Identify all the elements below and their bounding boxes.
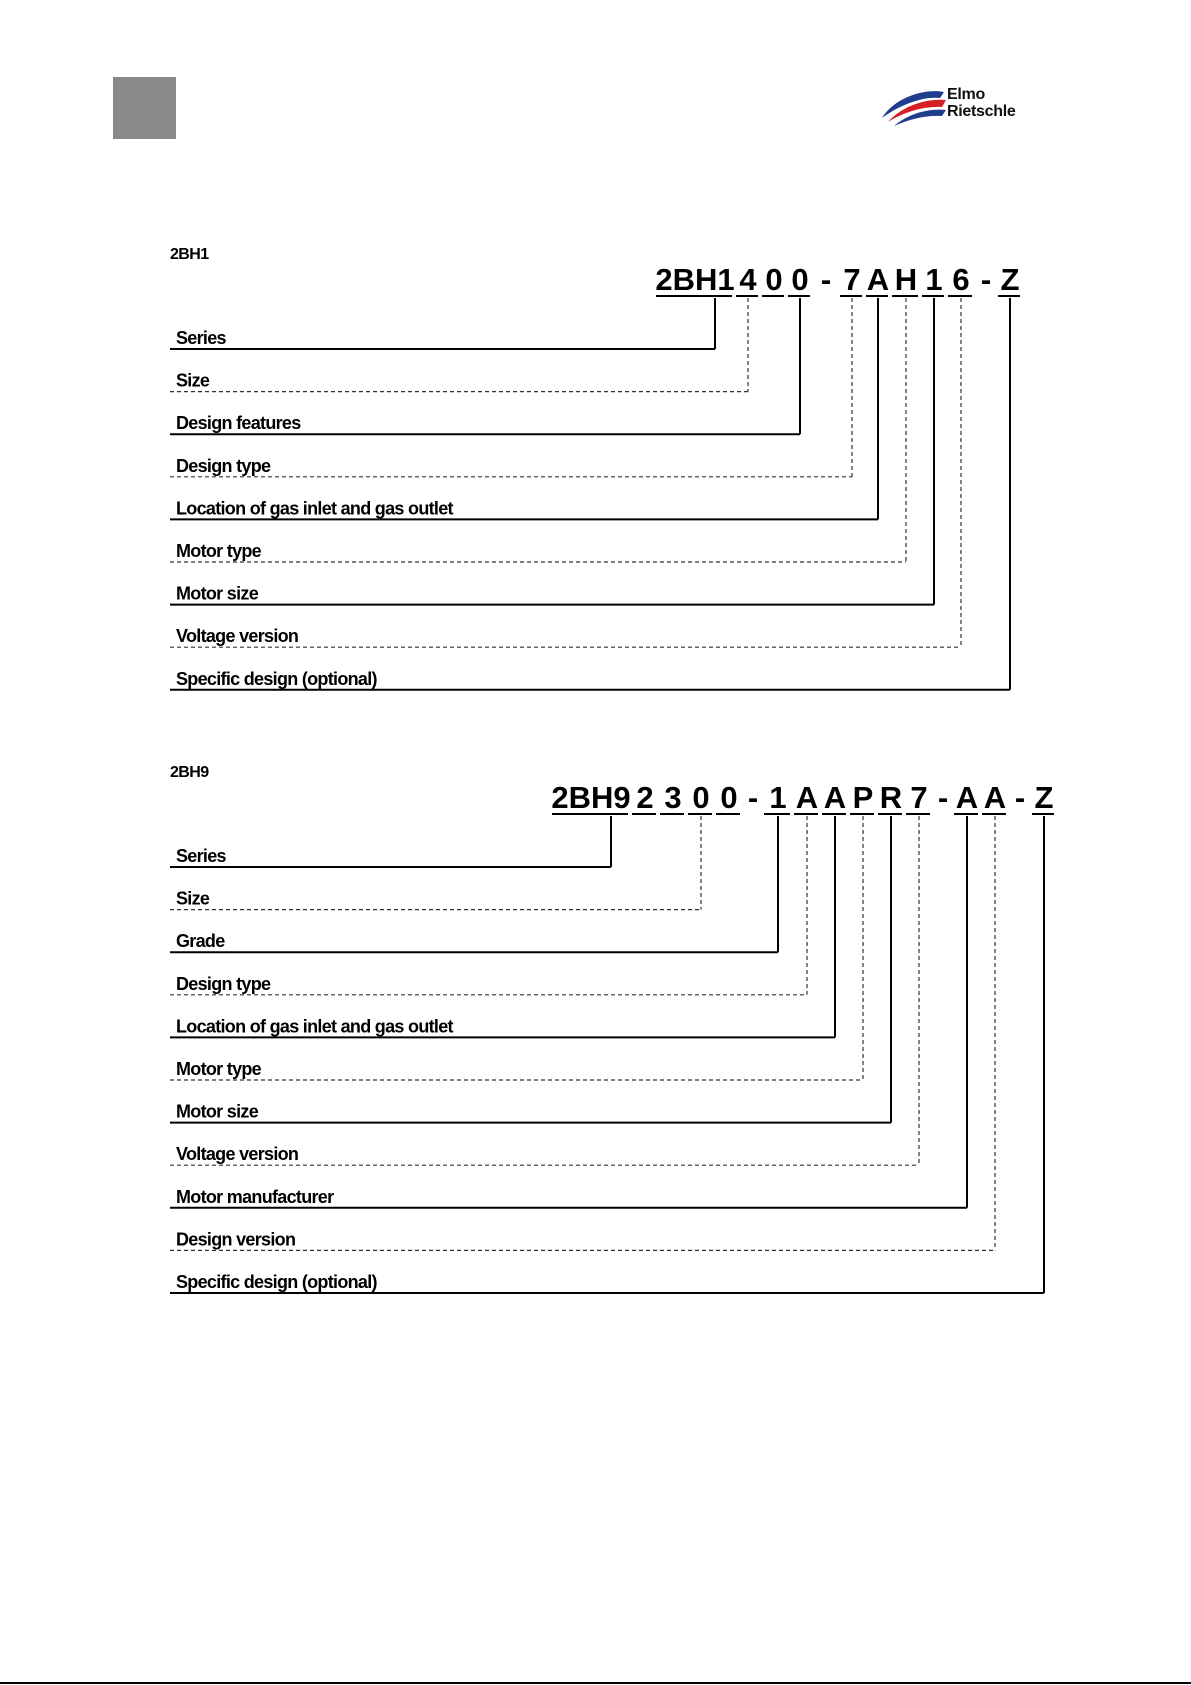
code-char: 0: [692, 780, 710, 815]
code-char: 3: [664, 780, 682, 815]
code-char: 1: [925, 262, 943, 297]
code-char: A: [983, 780, 1007, 815]
section-title-2bh1: 2BH1: [170, 246, 209, 263]
row-label: Series: [176, 328, 226, 348]
row-label: Motor size: [176, 583, 259, 604]
code-char: 0: [720, 780, 738, 815]
code-char: 7: [843, 262, 861, 297]
row-label: Motor size: [176, 1101, 259, 1122]
row-label: Motor type: [176, 1059, 261, 1079]
code-char: 0: [765, 262, 783, 297]
code-char: R: [879, 780, 903, 815]
code-char: 2: [636, 780, 654, 815]
code-char: 4: [739, 262, 757, 297]
code-char: 7: [910, 780, 928, 815]
code-char: 2BH9: [551, 780, 631, 815]
code-char: H: [894, 262, 918, 297]
code-char: 6: [952, 262, 970, 297]
code-char: A: [866, 262, 890, 297]
code-char: -: [980, 262, 992, 297]
row-label: Specific design (optional): [176, 1272, 377, 1292]
row-label: Specific design (optional): [176, 668, 377, 689]
code-char: Z: [1034, 780, 1054, 815]
row-label: Design type: [176, 973, 271, 994]
row-label: Design type: [176, 455, 271, 476]
row-label: Location of gas inlet and gas outlet: [176, 1016, 453, 1037]
row-label: Location of gas inlet and gas outlet: [176, 498, 453, 519]
code-char: P: [852, 780, 874, 815]
logo-text: Elmo Rietschle: [947, 86, 1016, 120]
row-label: Size: [176, 370, 210, 391]
page-bottom-rule: [0, 1682, 1191, 1684]
code-char: 0: [791, 262, 809, 297]
code-char: -: [747, 780, 759, 815]
row-label: Voltage version: [176, 1144, 299, 1165]
row-label: Series: [176, 846, 226, 866]
row-label: Voltage version: [176, 626, 299, 647]
code-char: 1: [769, 780, 787, 815]
code-char: Z: [1000, 262, 1020, 297]
row-label: Design version: [176, 1229, 296, 1250]
row-label: Design features: [176, 413, 301, 434]
row-label: Motor manufacturer: [176, 1186, 334, 1207]
row-label: Size: [176, 888, 210, 909]
code-char: -: [820, 262, 832, 297]
code-char: A: [823, 780, 847, 815]
code-char: A: [955, 780, 979, 815]
code-char: -: [937, 780, 949, 815]
code-char: -: [1014, 780, 1026, 815]
section-title-2bh9: 2BH9: [170, 764, 209, 781]
code-char: 2BH1: [655, 262, 735, 297]
row-label: Motor type: [176, 541, 261, 561]
row-label: Grade: [176, 931, 225, 952]
code-char: A: [795, 780, 819, 815]
